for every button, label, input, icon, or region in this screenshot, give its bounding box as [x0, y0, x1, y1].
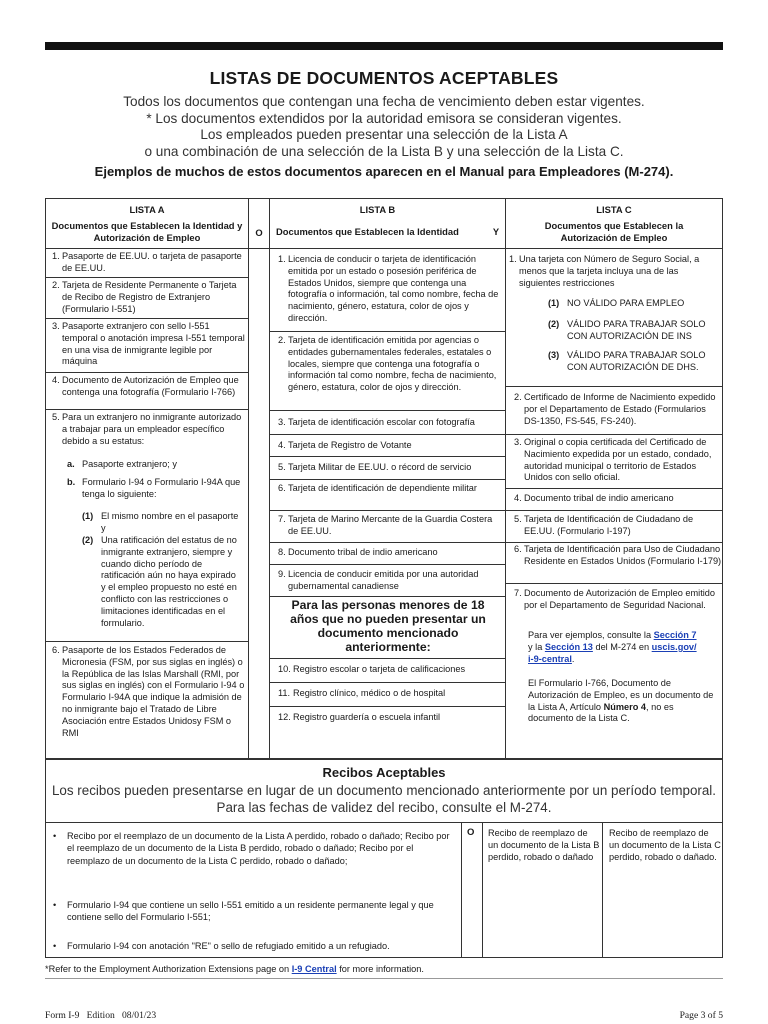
intro-line: o una combinación de una selección de la Lista B y una selección de la Lista C. — [144, 143, 624, 159]
list-a-item-5a: a. Pasaporte extranjero; y — [67, 459, 177, 469]
intro-line: Los empleados pueden presentar una selección de la Lista A — [200, 127, 568, 142]
list-b-header: LISTA B — [359, 204, 396, 215]
and-label: Y — [492, 226, 500, 237]
list-b-item-7: 7. Tarjeta de Marino Mercante de la Guardia Costera de EE.UU. — [278, 514, 493, 536]
form-edition: Form I-9 Edition 08/01/23 — [45, 1010, 157, 1021]
list-c-restriction-3: (3) VÁLIDO PARA TRABAJAR SOLO CON AUTORIZACIÓN DE DHS. — [548, 350, 706, 372]
intro-text — [45, 94, 723, 160]
list-c-item-2: 2. Certificado de Informe de Nacimiento expedido por el Departamento de Estado (Formularios DS-1350, FS-545, FS-240). — [514, 392, 716, 426]
intro-bold-line: Ejemplos de muchos de estos documentos aparecen en el Manual para Empleadores (M-274). — [94, 164, 674, 179]
footnote: *Refer to the Employment Authorization Extensions page on I-9 Central for more information. — [45, 964, 424, 974]
section-13-link[interactable]: Sección 13 — [544, 641, 593, 652]
list-b-item-1: 1. Licencia de conducir o tarjeta de identificación emitida por un estado o posesión periférica de Estados Unidos, siempre que contenga una fotografía o información, tal como nombre, fecha de nacimiento, género, estatura, color de ojos y dirección. — [278, 254, 499, 323]
receipts-line: Los recibos pueden presentarse en lugar de un documento mencionado anteriormente por un período temporal. — [51, 783, 716, 798]
list-a-item-3: 3. Pasaporte extranjero con sello I-551 temporal o anotación impresa I-551 temporal en una visa de inmigrante legible por máquina — [52, 321, 245, 367]
list-c-item-7: 7. Documento de Autorización de Empleo emitido por el Departamento de Seguridad Nacional. — [514, 588, 716, 610]
list-b-item-5: 5. Tarjeta Militar de EE.UU. o récord de servicio — [278, 462, 472, 472]
list-a-item-4: 4. Documento de Autorización de Empleo que contenga una fotografía (Formulario I-766) — [52, 375, 239, 397]
section-7-link[interactable]: Sección 7 — [653, 630, 697, 640]
list-b-item-8: 8. Documento tribal de indio americano — [278, 547, 438, 557]
uscis-link[interactable]: uscis.gov/ — [651, 641, 697, 652]
receipt-list-c: Recibo de reemplazo de un documento de la Lista C perdido, robado o dañado. — [609, 828, 721, 862]
list-a-item-5: 5. Para un extranjero no inmigrante autorizado a trabajar para un empleador específico debido a su estatus: — [52, 412, 242, 446]
list-b-item-4: 4. Tarjeta de Registro de Votante — [278, 440, 412, 450]
top-rule — [45, 42, 723, 50]
list-c-item-7-examples: Para ver ejemplos, consulte la Sección 7 y la Sección 13 del M-274 en uscis.gov/ i-9-central. — [528, 630, 697, 664]
list-a-item-5b: b. Formulario I-94 o Formulario I-94A que tenga lo siguiente: — [67, 477, 241, 499]
receipt-list-b: Recibo de reemplazo de un documento de la Lista B perdido, robado o dañado — [488, 828, 600, 862]
list-a-item-1: 1. Pasaporte de EE.UU. o tarjeta de pasaporte de EE.UU. — [52, 251, 242, 273]
list-a-subheader: Documentos que Establecen la Identidad y Autorización de Empleo — [51, 220, 243, 243]
uscis-link-cont[interactable]: i-9-central — [528, 653, 572, 664]
list-b-item-2: 2. Tarjeta de identificación emitida por agencias o entidades gubernamentales federales, estatales o locales, siempre que contenga una fotografía o información tal como nombre, fecha de nacimiento, género, estatura, color de ojos y dirección. — [278, 335, 497, 393]
receipts-or-label: O — [467, 827, 475, 838]
list-b-item-12: 12. Registro guardería o escuela infantil — [278, 712, 441, 722]
i9-central-link[interactable]: I-9 Central — [291, 964, 337, 974]
list-a-header: LISTA A — [129, 204, 165, 215]
list-b-subheader: Documentos que Establecen la Identidad — [276, 226, 459, 237]
receipts-title: Recibos Aceptables — [322, 765, 446, 780]
list-b-item-3: 3. Tarjeta de identificación escolar con fotografía — [278, 417, 475, 427]
list-c-item-6: 6. Tarjeta de Identificación para Uso de Ciudadano Residente en Estados Unidos (Formulario I-179) — [514, 544, 722, 566]
list-c-item-4: 4. Documento tribal de indio americano — [514, 493, 674, 503]
list-b-item-10: 10. Registro escolar o tarjeta de calificaciones — [278, 664, 466, 674]
list-a-item-5b-1: (1) El mismo nombre en el pasaporte y — [82, 511, 239, 533]
list-a-item-5b-2: (2) Una ratificación del estatus de no inmigrante extranjero, siempre y cuando dicho período de ratificación aún no haya expirado y el empleo propuesto no esté en conflicto con las restricciones o limitaciones identificadas en el formulario. — [82, 535, 237, 628]
receipts-intro — [45, 783, 723, 816]
list-a-item-6: 6. Pasaporte de los Estados Federados de Micronesia (FSM, por sus siglas en inglés) o la República de las Islas Marshall (RMI, por sus siglas en inglés) con el Formulario I-94 o Formulario I-94A que indique la admisión de no inmigrante bajo el Tratado de Libre Asociación entre Estados Unidosy FSM o RMI — [52, 645, 245, 738]
receipts-line: Para las fechas de validez del recibo, consulte el M-274. — [216, 799, 552, 815]
page-number: Page 3 of 5 — [679, 1010, 723, 1021]
list-c-header: LISTA C — [596, 204, 632, 215]
list-b-item-9: 9. Licencia de conducir emitida por una autoridad gubernamental canadiense — [278, 569, 479, 591]
list-c-subheader: Documentos que Establecen la Autorización de Empleo — [544, 220, 684, 243]
receipt-bullet-3: • Formulario I-94 con anotación "RE" o sello de refugiado emitido a un refugiado. — [53, 941, 390, 951]
intro-line: * Los documentos extendidos por la autoridad emisora se consideran vigentes. — [146, 110, 622, 126]
receipt-bullet-2: • Formulario I-94 que contiene un sello I-551 emitido a un residente permanente legal y que contiene sello del Formulario I-551; — [53, 900, 434, 923]
list-c-item-1: 1. Una tarjeta con Número de Seguro Social, a menos que la tarjeta incluya una de las siguientes restricciones — [509, 254, 700, 288]
list-c-restriction-1: (1) NO VÁLIDO PARA EMPLEO — [548, 298, 685, 308]
receipt-bullet-1: • Recibo por el reemplazo de un documento de la Lista A perdido, robado o dañado; Recibo por el reemplazo de un documento de la Lista B perdido, robado o dañado; Recibo por el reemplazo de un documento de la Lista C perdido, robado o dañado; — [53, 831, 450, 866]
page-title: LISTAS DE DOCUMENTOS ACEPTABLES — [209, 68, 559, 88]
list-c-item-3: 3. Original o copia certificada del Certificado de Nacimiento expedida por un estado, condado, autoridad municipal o territorio de Estados Unidos con sello oficial. — [514, 437, 712, 483]
minors-heading: Para las personas menores de 18 años que no pueden presentar un documento mencionado anteriormente: — [290, 598, 486, 654]
list-b-item-6: 6. Tarjeta de identificación de dependiente militar — [278, 483, 477, 493]
list-c-restriction-2: (2) VÁLIDO PARA TRABAJAR SOLO CON AUTORIZACIÓN DE INS — [548, 319, 706, 341]
or-label: O — [255, 227, 263, 238]
list-a-item-2: 2. Tarjeta de Residente Permanente o Tarjeta de Recibo de Registro de Extranjero (Formulario I-551) — [52, 280, 237, 314]
list-b-item-11: 11. Registro clínico, médico o de hospital — [278, 688, 446, 698]
list-c-item-7-note: El Formulario I-766, Documento de Autorización de Empleo, es un documento de la Lista A, Artículo Número 4, no es documento de la Lista C. — [528, 678, 714, 724]
list-c-item-5: 5. Tarjeta de Identificación de Ciudadano de EE.UU. (Formulario I-197) — [514, 514, 694, 536]
intro-line: Todos los documentos que contengan una fecha de vencimiento deben estar vigentes. — [123, 94, 645, 109]
